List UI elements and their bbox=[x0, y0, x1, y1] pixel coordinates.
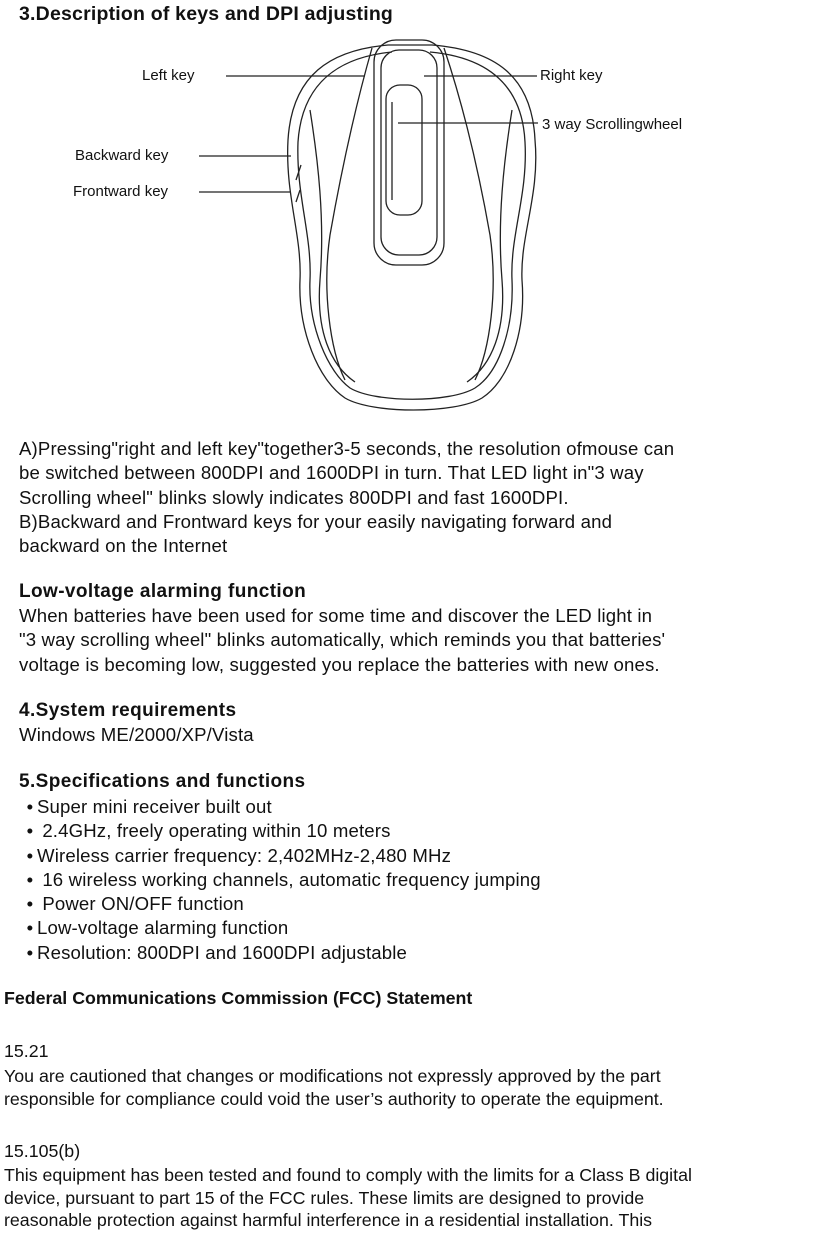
list-item: • Super mini receiver built out bbox=[23, 795, 541, 819]
bullet-icon: • bbox=[26, 820, 34, 842]
low-voltage-heading: Low-voltage alarming function bbox=[19, 581, 307, 602]
specifications-heading: 5.Specifications and functions bbox=[19, 771, 306, 792]
paragraph-line: backward on the Internet bbox=[19, 535, 228, 557]
system-requirements-text: Windows ME/2000/XP/Vista bbox=[19, 724, 254, 745]
paragraph-line: device, pursuant to part 15 of the FCC rules. These limits are designed to provide bbox=[4, 1187, 645, 1208]
right-key-divide bbox=[444, 48, 493, 380]
mouse-diagram bbox=[0, 30, 831, 420]
paragraph-line: When batteries have been used for some time and discover the LED light in bbox=[19, 605, 653, 626]
list-item: • Resolution: 800DPI and 1600DPI adjustable bbox=[23, 941, 541, 965]
specifications-list bbox=[23, 795, 541, 965]
list-item: • Wireless carrier frequency: 2,402MHz-2,480 MHz bbox=[23, 844, 541, 868]
fcc-rule-15-21-number: 15.21 bbox=[4, 1041, 49, 1061]
paragraph-line: be switched between 800DPI and 1600DPI in turn. That LED light in"3 way bbox=[19, 462, 644, 484]
dpi-paragraph bbox=[19, 437, 674, 558]
section-3-title: 3.Description of keys and DPI adjusting bbox=[19, 3, 394, 25]
callout-left-key: Left key bbox=[142, 67, 195, 84]
paragraph-line: This equipment has been tested and found to comply with the limits for a Class B digital bbox=[4, 1165, 692, 1185]
list-item: • 2.4GHz, freely operating within 10 meters bbox=[23, 819, 541, 843]
left-key-divide bbox=[327, 48, 372, 380]
list-item: • Power ON/OFF function bbox=[23, 892, 541, 916]
callout-right-key: Right key bbox=[540, 67, 603, 84]
fcc-rule-15-105b-number: 15.105(b) bbox=[4, 1141, 81, 1161]
fcc-rule-15-105b-text bbox=[4, 1164, 831, 1232]
paragraph-line: "3 way scrolling wheel" blinks automatically, which reminds you that batteries' bbox=[19, 629, 666, 651]
system-requirements-heading: 4.System requirements bbox=[19, 700, 237, 721]
fcc-heading: Federal Communications Commission (FCC) Statement bbox=[4, 988, 473, 1008]
paragraph-line: You are cautioned that changes or modifications not expressly approved by the part bbox=[4, 1066, 661, 1086]
paragraph-line: A)Pressing"right and left key"together3-5 seconds, the resolution ofmouse can bbox=[19, 438, 675, 459]
paragraph-line: reasonable protection against harmful interference in a residential installation. This bbox=[4, 1210, 653, 1230]
wheel-channel-inner bbox=[381, 50, 437, 255]
paragraph-line: responsible for compliance could void the user’s authority to operate the equipment. bbox=[4, 1088, 664, 1109]
paragraph-line: Scrolling wheel" blinks slowly indicates 800DPI and fast 1600DPI. bbox=[19, 486, 569, 508]
bullet-icon: • bbox=[26, 868, 34, 890]
bullet-icon: • bbox=[26, 893, 34, 915]
fcc-rule-15-21-text bbox=[4, 1065, 664, 1110]
callout-backward-key: Backward key bbox=[75, 147, 169, 164]
bullet-icon: • bbox=[26, 796, 34, 817]
callout-frontward-key: Frontward key bbox=[73, 183, 169, 200]
paragraph-line: voltage is becoming low, suggested you replace the batteries with new ones. bbox=[19, 653, 660, 675]
callout-scroll-wheel: 3 way Scrollingwheel bbox=[542, 116, 683, 133]
wheel-channel bbox=[374, 40, 444, 265]
list-item: • 16 wireless working channels, automatic frequency jumping bbox=[23, 868, 541, 892]
bullet-icon: • bbox=[26, 941, 34, 963]
list-item: • Low-voltage alarming function bbox=[23, 916, 541, 940]
paragraph-line: B)Backward and Frontward keys for your easily navigating forward and bbox=[19, 510, 613, 532]
low-voltage-paragraph bbox=[19, 604, 665, 677]
bullet-icon: • bbox=[26, 917, 34, 939]
bullet-icon: • bbox=[26, 844, 34, 866]
